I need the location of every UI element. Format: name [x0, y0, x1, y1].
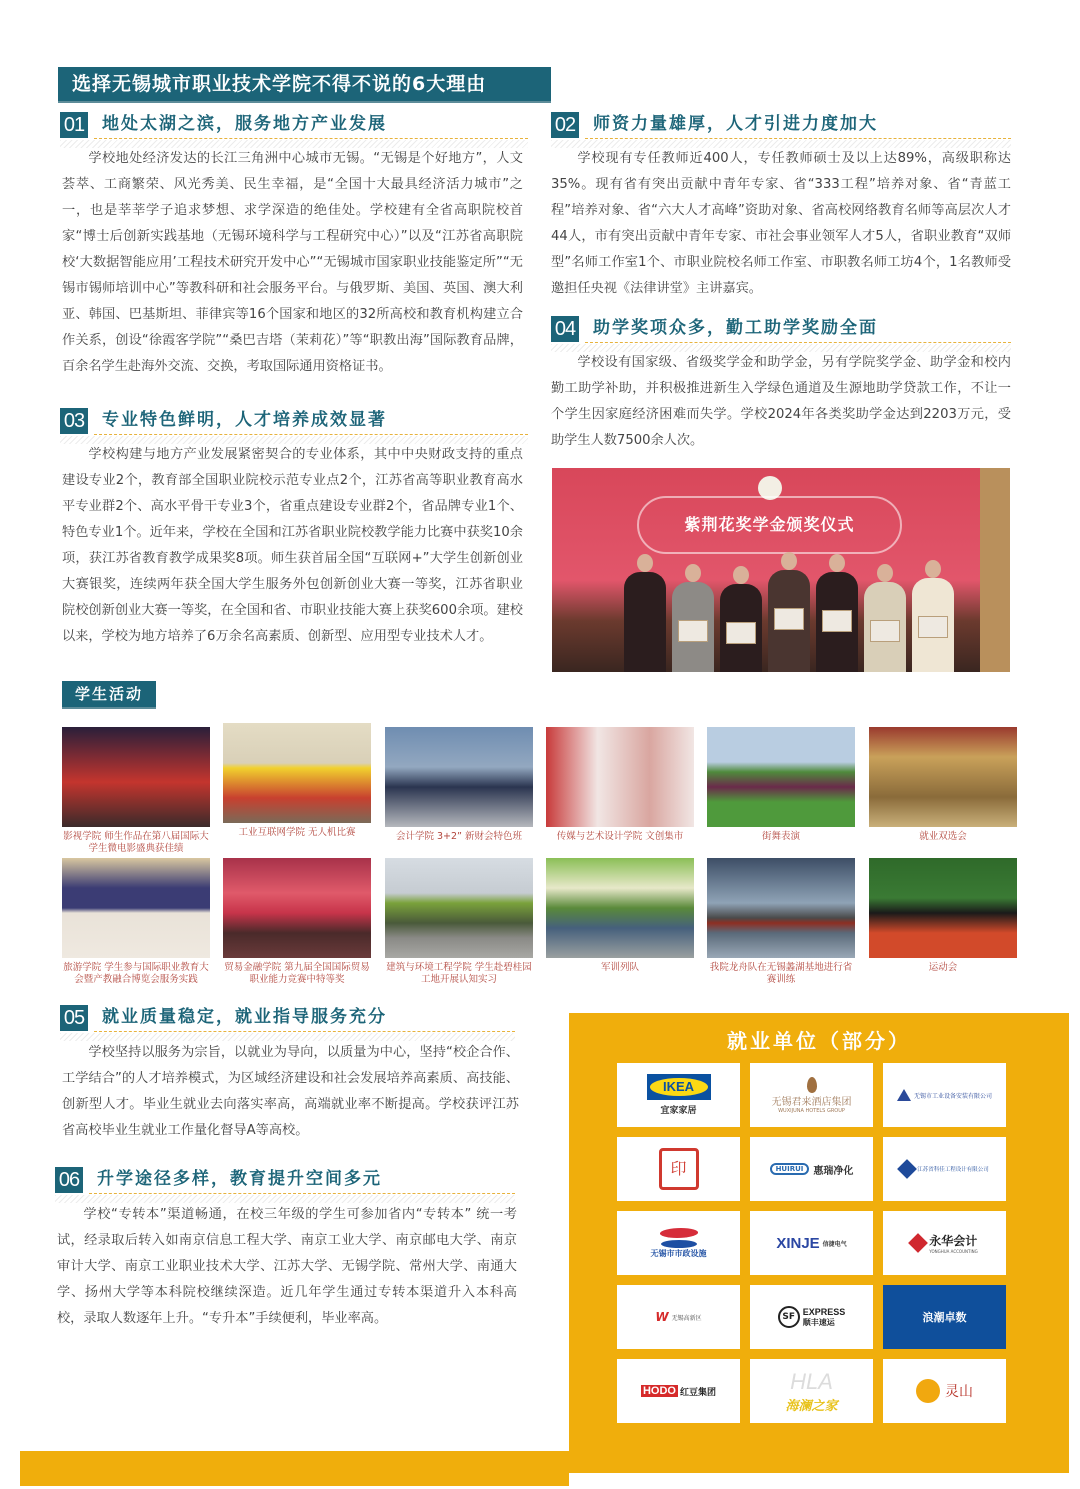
dashed-divider	[585, 342, 1011, 343]
person-figure	[816, 572, 858, 672]
dashed-divider	[89, 1193, 515, 1194]
employer-logo-seal: 印	[617, 1137, 740, 1201]
scholarship-ceremony-photo	[552, 468, 1010, 672]
photo-caption: 影视学院 师生作品在第八届国际大学生微电影盛典获佳绩	[63, 831, 209, 854]
section-06-header	[55, 1163, 515, 1199]
gallery-item	[223, 858, 371, 986]
section-number: 04	[551, 316, 579, 342]
employer-logo-ikea: IKEA 宜家家居	[617, 1063, 740, 1127]
gallery-item	[62, 858, 210, 986]
student-activities-label: 学生活动	[62, 681, 156, 707]
dashed-divider	[585, 138, 1011, 139]
photo-caption: 建筑与环境工程学院 学生赴碧桂园工地开展认知实习	[386, 962, 532, 985]
gallery-item	[385, 858, 533, 986]
ceremony-banner-text: 紫荆花奖学金颁奖仪式	[637, 496, 902, 554]
page-title-banner: 选择无锡城市职业技术学院不得不说的6大理由	[58, 67, 551, 101]
gallery-item	[546, 858, 694, 974]
section-02-body: 学校现有专任教师近400人，专任教师硕士及以上达89%，高级职称达35%。现有省有突出贡献中青年专家、省“333工程”培养对象、省“青蓝工程”培养对象、省“六大人才高峰”资助对象、省高校网络教育名师等高层次人才44人，市有突出贡献中青年专家、市社会事业领军人才5人，省职业教育“双师型”名师工作室1个、市职业院校名师工作室、市职教名师工坊4个，1名教师受邀担任央视《法律讲堂》主讲嘉宾。	[551, 151, 1011, 296]
activity-photo	[707, 858, 855, 958]
photo-caption: 工业互联网学院 无人机比赛	[238, 827, 356, 838]
employer-logo-xinje: XINJE 信捷电气	[750, 1211, 873, 1275]
activity-photo	[869, 727, 1017, 827]
activity-photo	[62, 858, 210, 958]
gallery-item	[223, 723, 371, 839]
employer-logo-kejia: 江苏省科佳工程设计有限公司	[883, 1137, 1006, 1201]
photo-caption: 贸易金融学院 第九届全国国际贸易职业能力竞赛中特等奖	[224, 962, 370, 985]
employer-logo-sf-express: SF EXPRESS 顺丰速运	[750, 1285, 873, 1349]
section-04-header	[551, 312, 1011, 348]
section-number: 05	[60, 1005, 88, 1031]
person-figure	[768, 570, 810, 672]
section-number: 02	[551, 112, 579, 138]
employer-logo-inspur-zhuoshu: 浪潮卓数	[883, 1285, 1006, 1349]
section-01-header	[60, 108, 528, 144]
photo-caption: 会计学院 3+2” 新财会特色班	[395, 831, 522, 842]
photo-caption: 旅游学院 学生参与国际职业教育大会暨产教融合博览会服务实践	[63, 962, 209, 985]
person-figure	[864, 582, 906, 672]
photo-caption: 传媒与艺术设计学院 文创集市	[556, 831, 684, 842]
section-title: 助学奖项众多，勤工助学奖励全面	[593, 318, 878, 338]
employer-logo-grid	[617, 1063, 1006, 1423]
activity-photo	[546, 858, 694, 958]
activity-photo	[223, 723, 371, 823]
section-title: 地处太湖之滨，服务地方产业发展	[102, 114, 387, 134]
employer-logo-lingshan: 灵山	[883, 1359, 1006, 1423]
section-number: 03	[60, 408, 88, 434]
section-04-body: 学校设有国家级、省级奖学金和助学金，另有学院奖学金、助学金和校内勤工助学补助，并积极推进新生入学绿色通道及生源地助学贷款工作，不让一个学生因家庭经济困难而失学。学校2024年各类奖助学金达到2203万元，受助学生人数7500余人次。	[551, 355, 1011, 448]
photo-caption: 就业双选会	[919, 831, 967, 842]
employer-logo-hla: HLA 海澜之家	[750, 1359, 873, 1423]
employer-logo-wuxi-industrial: 无锡市工业设备安装有限公司	[883, 1063, 1006, 1127]
gallery-item	[385, 727, 533, 843]
photo-caption: 我院龙舟队在无锡蠡湖基地进行省赛训练	[709, 962, 853, 985]
section-01-body: 学校地处经济发达的长江三角洲中心城市无锡。“无锡是个好地方”，人文荟萃、工商繁荣、风光秀美、民生幸福，是“全国十大最具经济活力城市”之一，也是莘莘学子追求梦想、求学深造的绝佳处。学校建有全省高职院校首家“博士后创新实践基地（无锡环境科学与工程研究中心）”以及“江苏省高职院校‘大数据智能应用’工程技术研究开发中心”“无锡城市国家职业技能鉴定所”“无锡市锡师培训中心”等教科研和社会服务平台。与俄罗斯、美国、英国、澳大利亚、韩国、巴基斯坦、菲律宾等16个国家和地区的32所高校和教育机构建立合作关系，创设“徐霞客学院”“桑巴吉塔（茉莉花）”等“职教出海”国际教育品牌，百余名学生赴海外交流、交换，考取国际通用资格证书。	[62, 151, 523, 374]
employer-logo-wuxi-municipal: 无锡市市政设施	[617, 1211, 740, 1275]
person-figure	[672, 582, 714, 672]
section-05-body: 学校坚持以服务为宗旨，以就业为导向，以质量为中心，坚持“校企合作、工学结合”的人才培养模式，为区域经济建设和社会发展培养高素质、高技能、创新型人才。毕业生就业去向落实率高，高端就业率不断提高。学校获评江苏省高校毕业生就业工作量化督导A等高校。	[62, 1045, 519, 1138]
employers-panel	[569, 1013, 1069, 1473]
dashed-divider	[94, 138, 528, 139]
award-recipients	[624, 552, 954, 672]
section-title: 师资力量雄厚，人才引进力度加大	[593, 114, 878, 134]
activity-photo	[385, 858, 533, 958]
section-06-body: 学校“专转本”渠道畅通，在校三年级的学生可参加省内“专转本” 统一考试，经录取后转入如南京信息工程大学、南京工业大学、南京邮电大学、南京审计大学、南京工业职业技术大学、江苏大学、无锡学院、常州大学、南通大学、扬州大学等本科院校继续深造。近几年学生通过专转本渠道升入本科高校，录取人数逐年上升。“专升本”手续便利，毕业率高。	[57, 1207, 517, 1326]
employer-logo-yonghua: 永华会计 YONGHUA ACCOUNTING	[883, 1211, 1006, 1275]
activity-photo	[869, 858, 1017, 958]
employer-logo-hodo: HODO 红豆集团	[617, 1359, 740, 1423]
section-title: 就业质量稳定，就业指导服务充分	[102, 1007, 387, 1027]
gallery-item	[869, 727, 1017, 843]
dashed-divider	[94, 434, 528, 435]
activity-photo	[223, 858, 371, 958]
photo-caption: 运动会	[928, 962, 958, 973]
employers-title: 就业单位（部分）	[727, 1029, 911, 1053]
person-figure	[624, 572, 666, 672]
section-02-header	[551, 108, 1011, 144]
section-05-header	[60, 1001, 515, 1037]
gallery-item	[707, 858, 855, 986]
section-title: 专业特色鲜明，人才培养成效显著	[102, 410, 387, 430]
person-figure	[912, 578, 954, 672]
gallery-item	[546, 727, 694, 843]
employer-logo-huirui: HUIRUI 惠瑞净化	[750, 1137, 873, 1201]
section-title: 升学途径多样，教育提升空间多元	[97, 1169, 382, 1189]
photo-caption: 街舞表演	[761, 831, 800, 842]
gallery-item	[707, 727, 855, 843]
section-03-body: 学校构建与地方产业发展紧密契合的专业体系，其中中央财政支持的重点建设专业2个，教育部全国职业院校示范专业点2个，江苏省高等职业教育高水平专业群2个、高水平骨干专业3个，省重点建设专业群2个，省品牌专业1个、特色专业1个。近年来，学校在全国和江苏省职业院校教学能力比赛中获奖10余项，获江苏省教育教学成果奖8项。师生获首届全国“互联网+”大学生创新创业大赛银奖，连续两年获全国大学生服务外包创新创业大赛一等奖，江苏省职业院校创新创业大赛一等奖，在全国和省、市职业技能大赛上获奖600余项。建校以来，学校为地方培养了6万余名高素质、创新型、应用型专业技术人才。	[62, 447, 523, 644]
activity-photo	[546, 727, 694, 827]
gallery-item	[62, 727, 210, 855]
gallery-item	[869, 858, 1017, 974]
section-number: 06	[55, 1167, 83, 1193]
photo-caption: 军训列队	[600, 962, 639, 973]
activity-photo	[385, 727, 533, 827]
person-figure	[720, 584, 762, 672]
activity-photo	[707, 727, 855, 827]
employer-logo-wv: W 无锡高新区	[617, 1285, 740, 1349]
section-03-header	[60, 404, 528, 440]
employer-logo-junlai-hotel: 无锡君来酒店集团 WUXIJUNA HOTELS GROUP	[750, 1063, 873, 1127]
bottom-decorative-band	[20, 1451, 569, 1486]
activity-photo	[62, 727, 210, 827]
section-number: 01	[60, 112, 88, 138]
dashed-divider	[94, 1031, 515, 1032]
